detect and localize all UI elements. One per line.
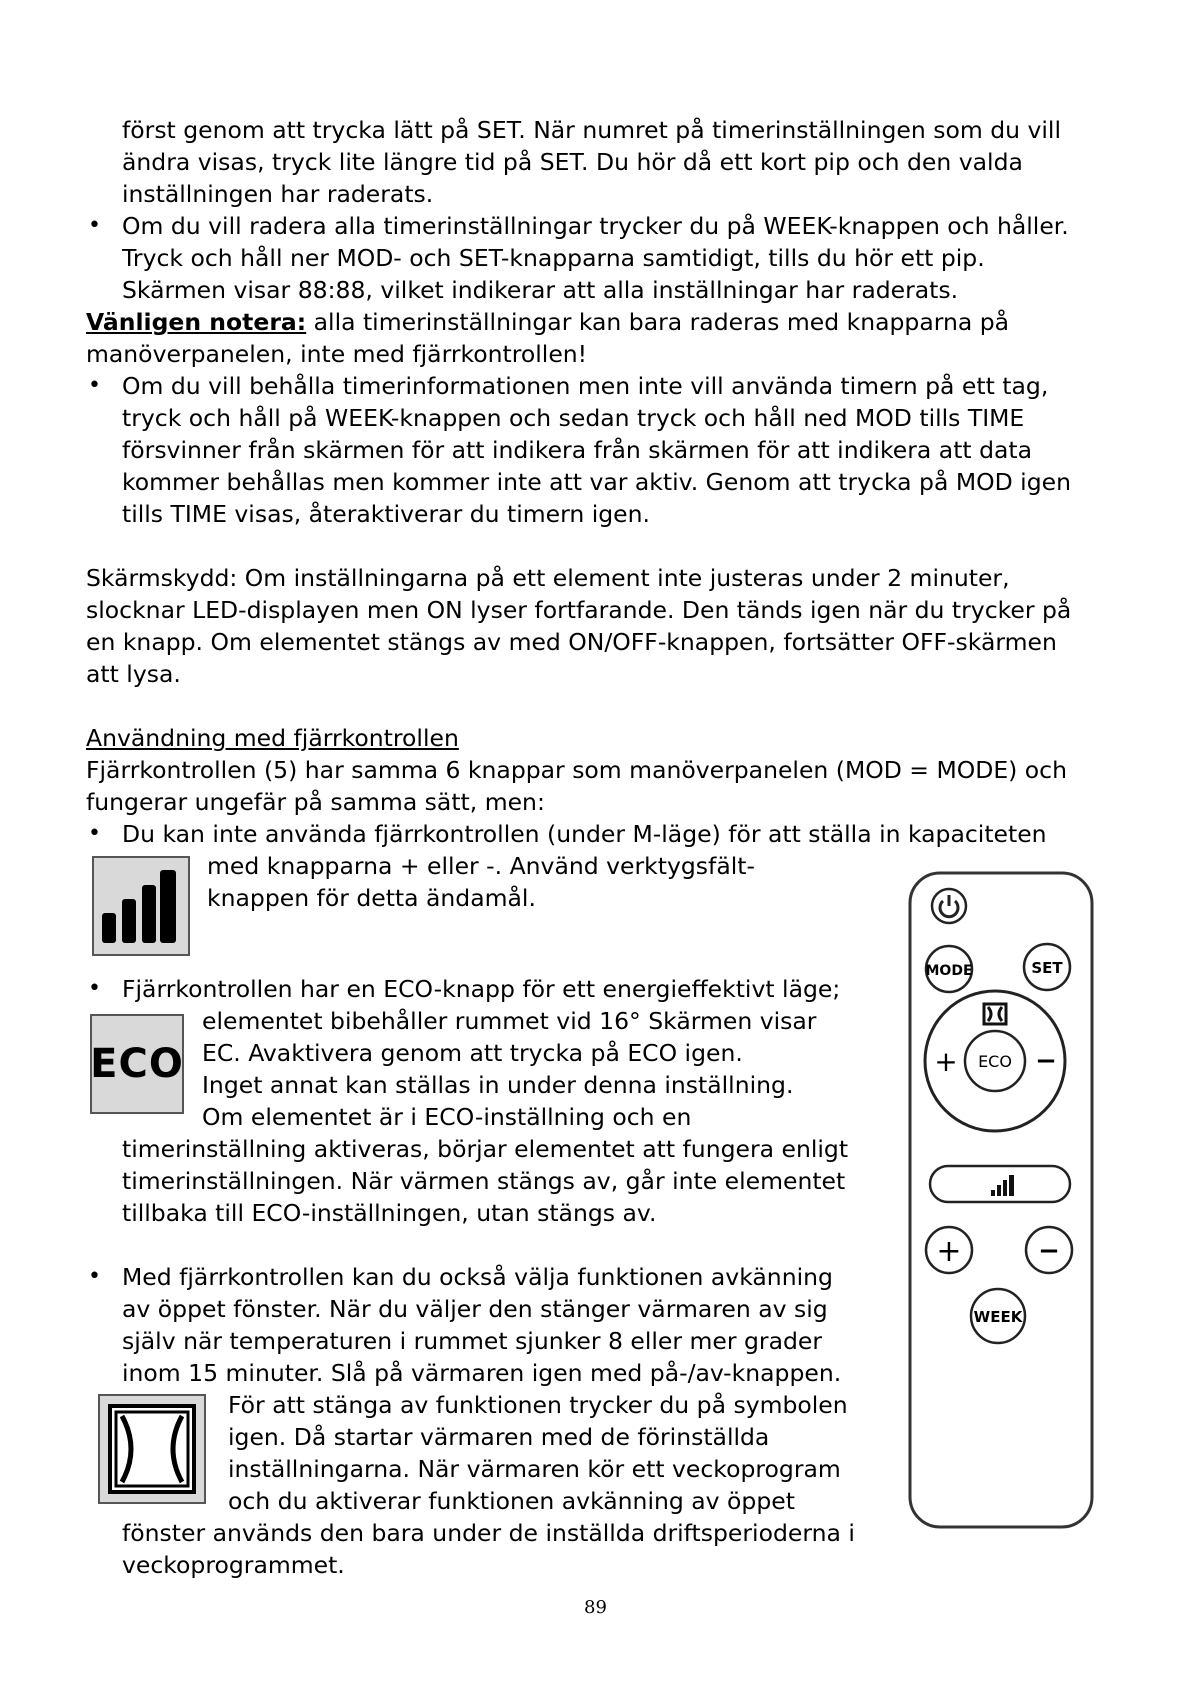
- dpad-plus: +: [934, 1045, 958, 1078]
- bullet-line: fönster används den bara under de inställda driftsperioderna i: [122, 1519, 855, 1547]
- bullet-line: elementet bibehåller rummet vid 16° Skärmen visar: [202, 1007, 817, 1035]
- bullet-line: Skärmen visar 88:88, vilket indikerar att alla inställningar har raderats.: [122, 276, 959, 304]
- minus-button-label: −: [1038, 1236, 1060, 1266]
- section-heading: Användning med fjärrkontrollen: [86, 724, 459, 752]
- screensaver-line: Skärmskydd: Om inställningarna på ett element inte justeras under 2 minuter,: [86, 564, 1010, 592]
- bullet-line: Med fjärrkontrollen kan du också välja funktionen avkänning: [122, 1263, 833, 1291]
- bullet-line: veckoprogrammet.: [122, 1551, 345, 1579]
- bullet-marker: •: [88, 821, 101, 846]
- bullet-line: knappen för detta ändamål.: [207, 884, 536, 912]
- bullet-line: kommer behållas men kommer inte att var aktiv. Genom att trycka på MOD igen: [122, 468, 1071, 496]
- set-button-label: SET: [1031, 959, 1063, 977]
- bullet-line: Du kan inte använda fjärrkontrollen (under M-läge) för att ställa in kapaciteten: [122, 820, 1047, 848]
- remote-intro-line: Fjärrkontrollen (5) har samma 6 knappar som manöverpanelen (MOD = MODE) och: [86, 756, 1067, 784]
- bullet-line: För att stänga av funktionen trycker du på symbolen: [228, 1391, 848, 1419]
- power-icon: [932, 889, 966, 923]
- page-number: 89: [584, 1597, 607, 1618]
- bullet-line: inom 15 minuter. Slå på värmaren igen med på-/av-knappen.: [122, 1359, 842, 1387]
- dpad-minus: −: [1035, 1046, 1057, 1076]
- bullet-line: EC. Avaktivera genom att trycka på ECO igen.: [202, 1039, 743, 1067]
- bullet-line: timerinställningen. När värmen stängs av, går inte elementet: [122, 1167, 846, 1195]
- eco-button-label: ECO: [978, 1052, 1012, 1071]
- note-line: manöverpanelen, inte med fjärrkontrollen!: [86, 340, 588, 368]
- bullet-marker: •: [88, 213, 101, 238]
- intro-line: ändra visas, tryck lite längre tid på SET. Du hör då ett kort pip och den valda: [122, 148, 1023, 176]
- bullet-line: själv när temperaturen i rummet sjunker 8 eller mer grader: [122, 1327, 823, 1355]
- intro-line: först genom att trycka lätt på SET. När numret på timerinställningen som du vill: [122, 116, 1061, 144]
- bullet-line: Om elementet är i ECO-inställning och en: [202, 1103, 692, 1131]
- bullet-line: försvinner från skärmen för att indikera från skärmen för att indikera att data: [122, 436, 1033, 464]
- bullet-line: med knapparna + eller -. Använd verktygsfält-: [207, 852, 755, 880]
- open-window-mini-icon: [984, 1004, 1006, 1024]
- signal-bars-icon: [92, 856, 190, 956]
- bullet-line: Om du vill radera alla timerinställningar trycker du på WEEK-knappen och håller.: [122, 212, 1069, 240]
- bullet-line: tills TIME visas, återaktiverar du timern igen.: [122, 500, 650, 528]
- remote-intro-line: fungerar ungefär på samma sätt, men:: [86, 788, 545, 816]
- bullet-line: tryck och håll på WEEK-knappen och sedan tryck och håll ned MOD tills TIME: [122, 404, 1025, 432]
- bullet-line: tillbaka till ECO-inställningen, utan stängs av.: [122, 1199, 657, 1227]
- open-window-icon: [98, 1394, 206, 1504]
- note-text: alla timerinställningar kan bara raderas med knapparna på: [306, 308, 1010, 336]
- eco-icon-label: ECO: [90, 1041, 184, 1087]
- remote-control-illustration: [906, 870, 1096, 1532]
- plus-button-label: +: [936, 1234, 962, 1269]
- screensaver-line: slocknar LED-displayen men ON lyser fortfarande. Den tänds igen när du trycker på: [86, 596, 1072, 624]
- bullet-line: Tryck och håll ner MOD- och SET-knapparna samtidigt, tills du hör ett pip.: [122, 244, 985, 272]
- bullet-line: Inget annat kan ställas in under denna inställning.: [202, 1071, 794, 1099]
- bullet-marker: •: [88, 373, 101, 398]
- bullet-line: Om du vill behålla timerinformationen men inte vill använda timern på ett tag,: [122, 372, 1049, 400]
- bullet-line: inställningarna. När värmaren kör ett veckoprogram: [228, 1455, 841, 1483]
- intro-line: inställningen har raderats.: [122, 180, 434, 208]
- bullet-marker: •: [88, 1264, 101, 1289]
- bullet-line: Fjärrkontrollen har en ECO-knapp för ett energieffektivt läge;: [122, 975, 841, 1003]
- screensaver-line: att lysa.: [86, 660, 181, 688]
- week-button-label: WEEK: [973, 1308, 1023, 1326]
- bullet-line: igen. Då startar värmaren med de förinställda: [228, 1423, 770, 1451]
- note-label: Vänligen notera:: [86, 308, 307, 336]
- mode-button-label: MODE: [925, 963, 973, 979]
- note-line: [86, 306, 1009, 338]
- bullet-line: timerinställning aktiveras, börjar elementet att fungera enligt: [122, 1135, 849, 1163]
- screensaver-line: en knapp. Om elementet stängs av med ON/OFF-knappen, fortsätter OFF-skärmen: [86, 628, 1057, 656]
- bullet-line: av öppet fönster. När du väljer den stänger värmaren av sig: [122, 1295, 828, 1323]
- bars-button-outline: [930, 1166, 1070, 1202]
- eco-icon: [90, 1014, 184, 1114]
- bullet-marker: •: [88, 976, 101, 1001]
- bullet-line: och du aktiverar funktionen avkänning av öppet: [228, 1487, 795, 1515]
